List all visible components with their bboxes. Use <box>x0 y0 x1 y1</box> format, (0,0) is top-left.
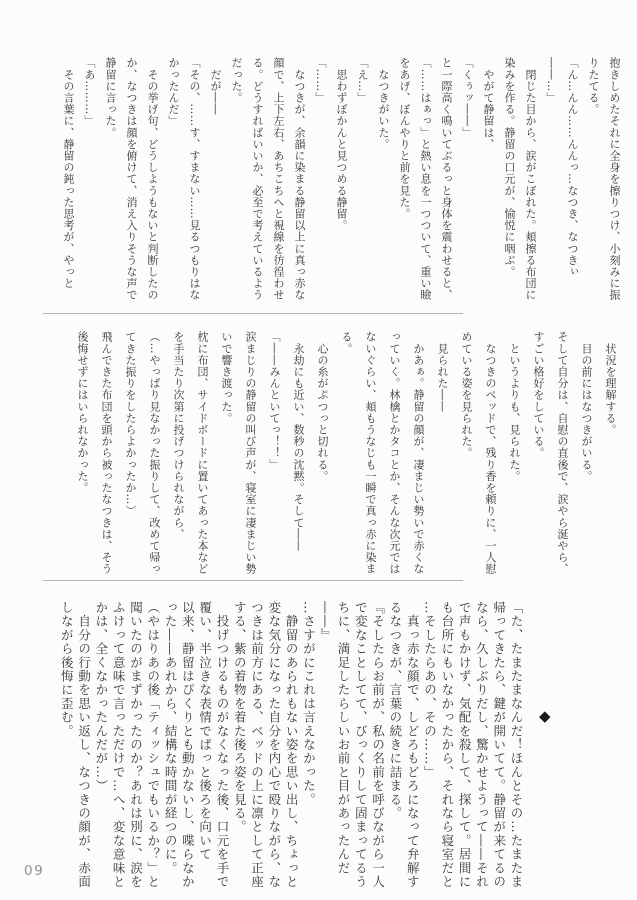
text-line: った――あれから、結構な時間が経つのに。 <box>163 601 179 875</box>
text-line: 「え…」 <box>356 57 369 104</box>
text-line: 閉じた目から、涙がこぼれた。頬擦る布団に <box>524 57 537 301</box>
text-line: なつきのベッドで、残り香を頼りに、一人慰 <box>484 331 497 575</box>
text-line: （…やっぱり見なかった振りして、改めて帰っ <box>148 331 161 575</box>
text-line: 顔で、上下左右、あちこちへと視線を彷徨わせ <box>272 57 285 301</box>
text-line: も台所にもいなかったから、それなら寝室だと <box>439 601 455 889</box>
text-line: その言葉に、静留の鈍った思考が、やっと <box>62 57 75 289</box>
text-line: 覆い、半泣きな表情でぱっと後ろを向いて <box>197 601 213 862</box>
text-line: かあぁ。静留の顔が、凄まじい勢いで赤くな <box>412 331 425 575</box>
text-line: 枕に布団、サイドボードに置いてあった本など <box>196 331 209 575</box>
text-line: …さすがにこれは言えなかった。 <box>301 601 317 807</box>
section-divider-rule-bottom <box>43 580 463 581</box>
text-block-top <box>58 57 625 303</box>
text-line: 聞いたのがまずかったのか？あれは別に、涙を <box>128 601 144 889</box>
text-block-bottom <box>58 601 525 891</box>
text-line: で変なことしてて、びっくりして固まってるう <box>353 601 369 889</box>
text-line: すごい格好をしている。 <box>532 331 545 459</box>
text-line: るなつきが、言葉の続きに詰まる。 <box>387 601 403 821</box>
text-line: を手当たり次第に投げつけられながら、 <box>172 331 185 540</box>
text-line: 抱きしめたそれに全身を擦りつけ、小刻みに振 <box>608 57 621 301</box>
text-line: で声もかけず、気配を殺して、探して。居間に <box>457 601 473 889</box>
text-line: ――』 <box>318 601 334 643</box>
section-divider-rule-top <box>43 313 463 314</box>
text-line: かったんだ」 <box>167 57 180 127</box>
text-line: いで響き渡った。 <box>220 331 233 424</box>
text-line: る。 <box>340 331 353 355</box>
text-line: 「あ………」 <box>83 57 96 127</box>
text-line: 「その、……す、すまない……見るつもりはな <box>188 57 201 301</box>
text-line: 涙まじりの静留の叫び声が、寝室に凄まじい勢 <box>244 331 257 575</box>
text-line: 変な気分になった自分を内心で殴りながら、な <box>266 601 282 889</box>
text-line: 「ん…んん……んんっ…なつき、なつきぃ <box>566 57 579 278</box>
text-line: ふけって意味で言っただけで…へ、変な意味と <box>111 601 127 889</box>
page-number: 09 <box>24 863 45 879</box>
text-line: 「くぅッ――」 <box>461 57 474 139</box>
text-line: だった。 <box>230 57 243 104</box>
text-line: をあげ、ぼんやりと前を見た。 <box>398 57 411 220</box>
text-line: 「た、たまたまなんだ！ほんとその…たまたま <box>509 601 524 889</box>
text-line: ないぐらい、頬もうなじも一瞬で真っ赤に染ま <box>364 331 377 575</box>
text-line: 「……はぁっ」と熱い息を一つついて、重い瞼 <box>419 57 432 301</box>
text-line: 真っ赤な顔で、しどろもどろになって弁解す <box>405 601 421 889</box>
text-line: 静留のあられもない姿を思い出し、ちょっと <box>284 601 300 889</box>
text-line: ――…」 <box>545 57 558 104</box>
text-line: なつきが、余韻に染まる静留以上に真っ赤な <box>293 57 306 301</box>
text-line: っていく。林檎とかタコとか、そんな次元では <box>388 331 401 575</box>
text-line: 心の糸がぷつっと切れる。 <box>316 331 329 482</box>
text-line: （やはりあの後「ティッシュでもいるか？」と <box>145 601 161 889</box>
text-line: てきた振りをしたらよかったか…） <box>124 331 137 517</box>
text-line: 「……」 <box>314 57 327 104</box>
text-line: というよりも、見られた。 <box>508 331 521 482</box>
text-line: 静留に言った。 <box>104 57 117 139</box>
text-line: 永劫にも近い、数秒の沈黙。そして―― <box>292 331 305 552</box>
text-line: ちに、満足したらしいお前と目があったんだ <box>336 601 352 875</box>
text-line: する、紫の着物を着た後ろ姿を見る。 <box>232 601 248 834</box>
text-line: だが―― <box>209 57 222 115</box>
text-line: 状況を理解する。 <box>604 331 617 436</box>
text-line: …そしたらあの、その……」 <box>422 601 438 780</box>
text-line: なら、久しぶりだし、驚かせようって――それ <box>474 601 490 889</box>
text-line: 帰ってきたら、鍵が開いてて。静留が来てるの <box>491 601 507 889</box>
text-line: 以来、静留はぴくりとも動かないし、喋らなか <box>180 601 196 889</box>
text-line: めている姿を見られた。 <box>460 331 473 459</box>
text-line: なつきがいた。 <box>377 57 390 150</box>
text-line: 『そしたらお前が、私の名前を呼びながら一人 <box>370 601 386 889</box>
text-line: やがて静留は、 <box>482 57 495 150</box>
text-line: 目の前にはなつきがいる。 <box>580 331 593 482</box>
text-line: 投げつけるものがなくなった後、口元を手で <box>214 601 230 889</box>
text-line: 「――みんといてっ！！」 <box>268 331 281 471</box>
text-line: 後悔せずにはいられなかった。 <box>76 331 89 494</box>
section-break-diamond-icon: ◆ <box>539 707 551 725</box>
text-line: る。どうすればいいか、必至で考えているよう <box>251 57 264 301</box>
text-line: 見られた―― <box>436 331 449 413</box>
text-line: 染みを作る。静留の口元が、愉悦に咽ぶ。 <box>503 57 516 278</box>
text-line: つきは前方にある、ベッドの上に凛として正座 <box>249 601 265 889</box>
text-line: りたてる。 <box>587 57 600 115</box>
text-line: と一際高く鳴いてぶるっと身体を震わせると、 <box>440 57 453 301</box>
text-line: 思わずぽかんと見つめる静留。 <box>335 57 348 231</box>
text-line: かは、全くなかったんだが…） <box>93 601 109 793</box>
text-line: 自分の行動を思い返し、なつきの顔が、赤面 <box>76 601 92 889</box>
text-line: しながら後悔に歪む。 <box>59 601 75 738</box>
text-line: か、なつきは顔を俯けて、消え入りそうな声で <box>125 57 138 301</box>
text-line: そして自分は、自慰の直後で、涙やら涎やら、 <box>556 331 569 575</box>
text-line: 飛んできた布団を頭から被ったなつきは、そう <box>100 331 113 575</box>
text-line: その挙げ句、どうしようもないと判断したの <box>146 57 159 301</box>
text-block-middle <box>70 331 622 574</box>
